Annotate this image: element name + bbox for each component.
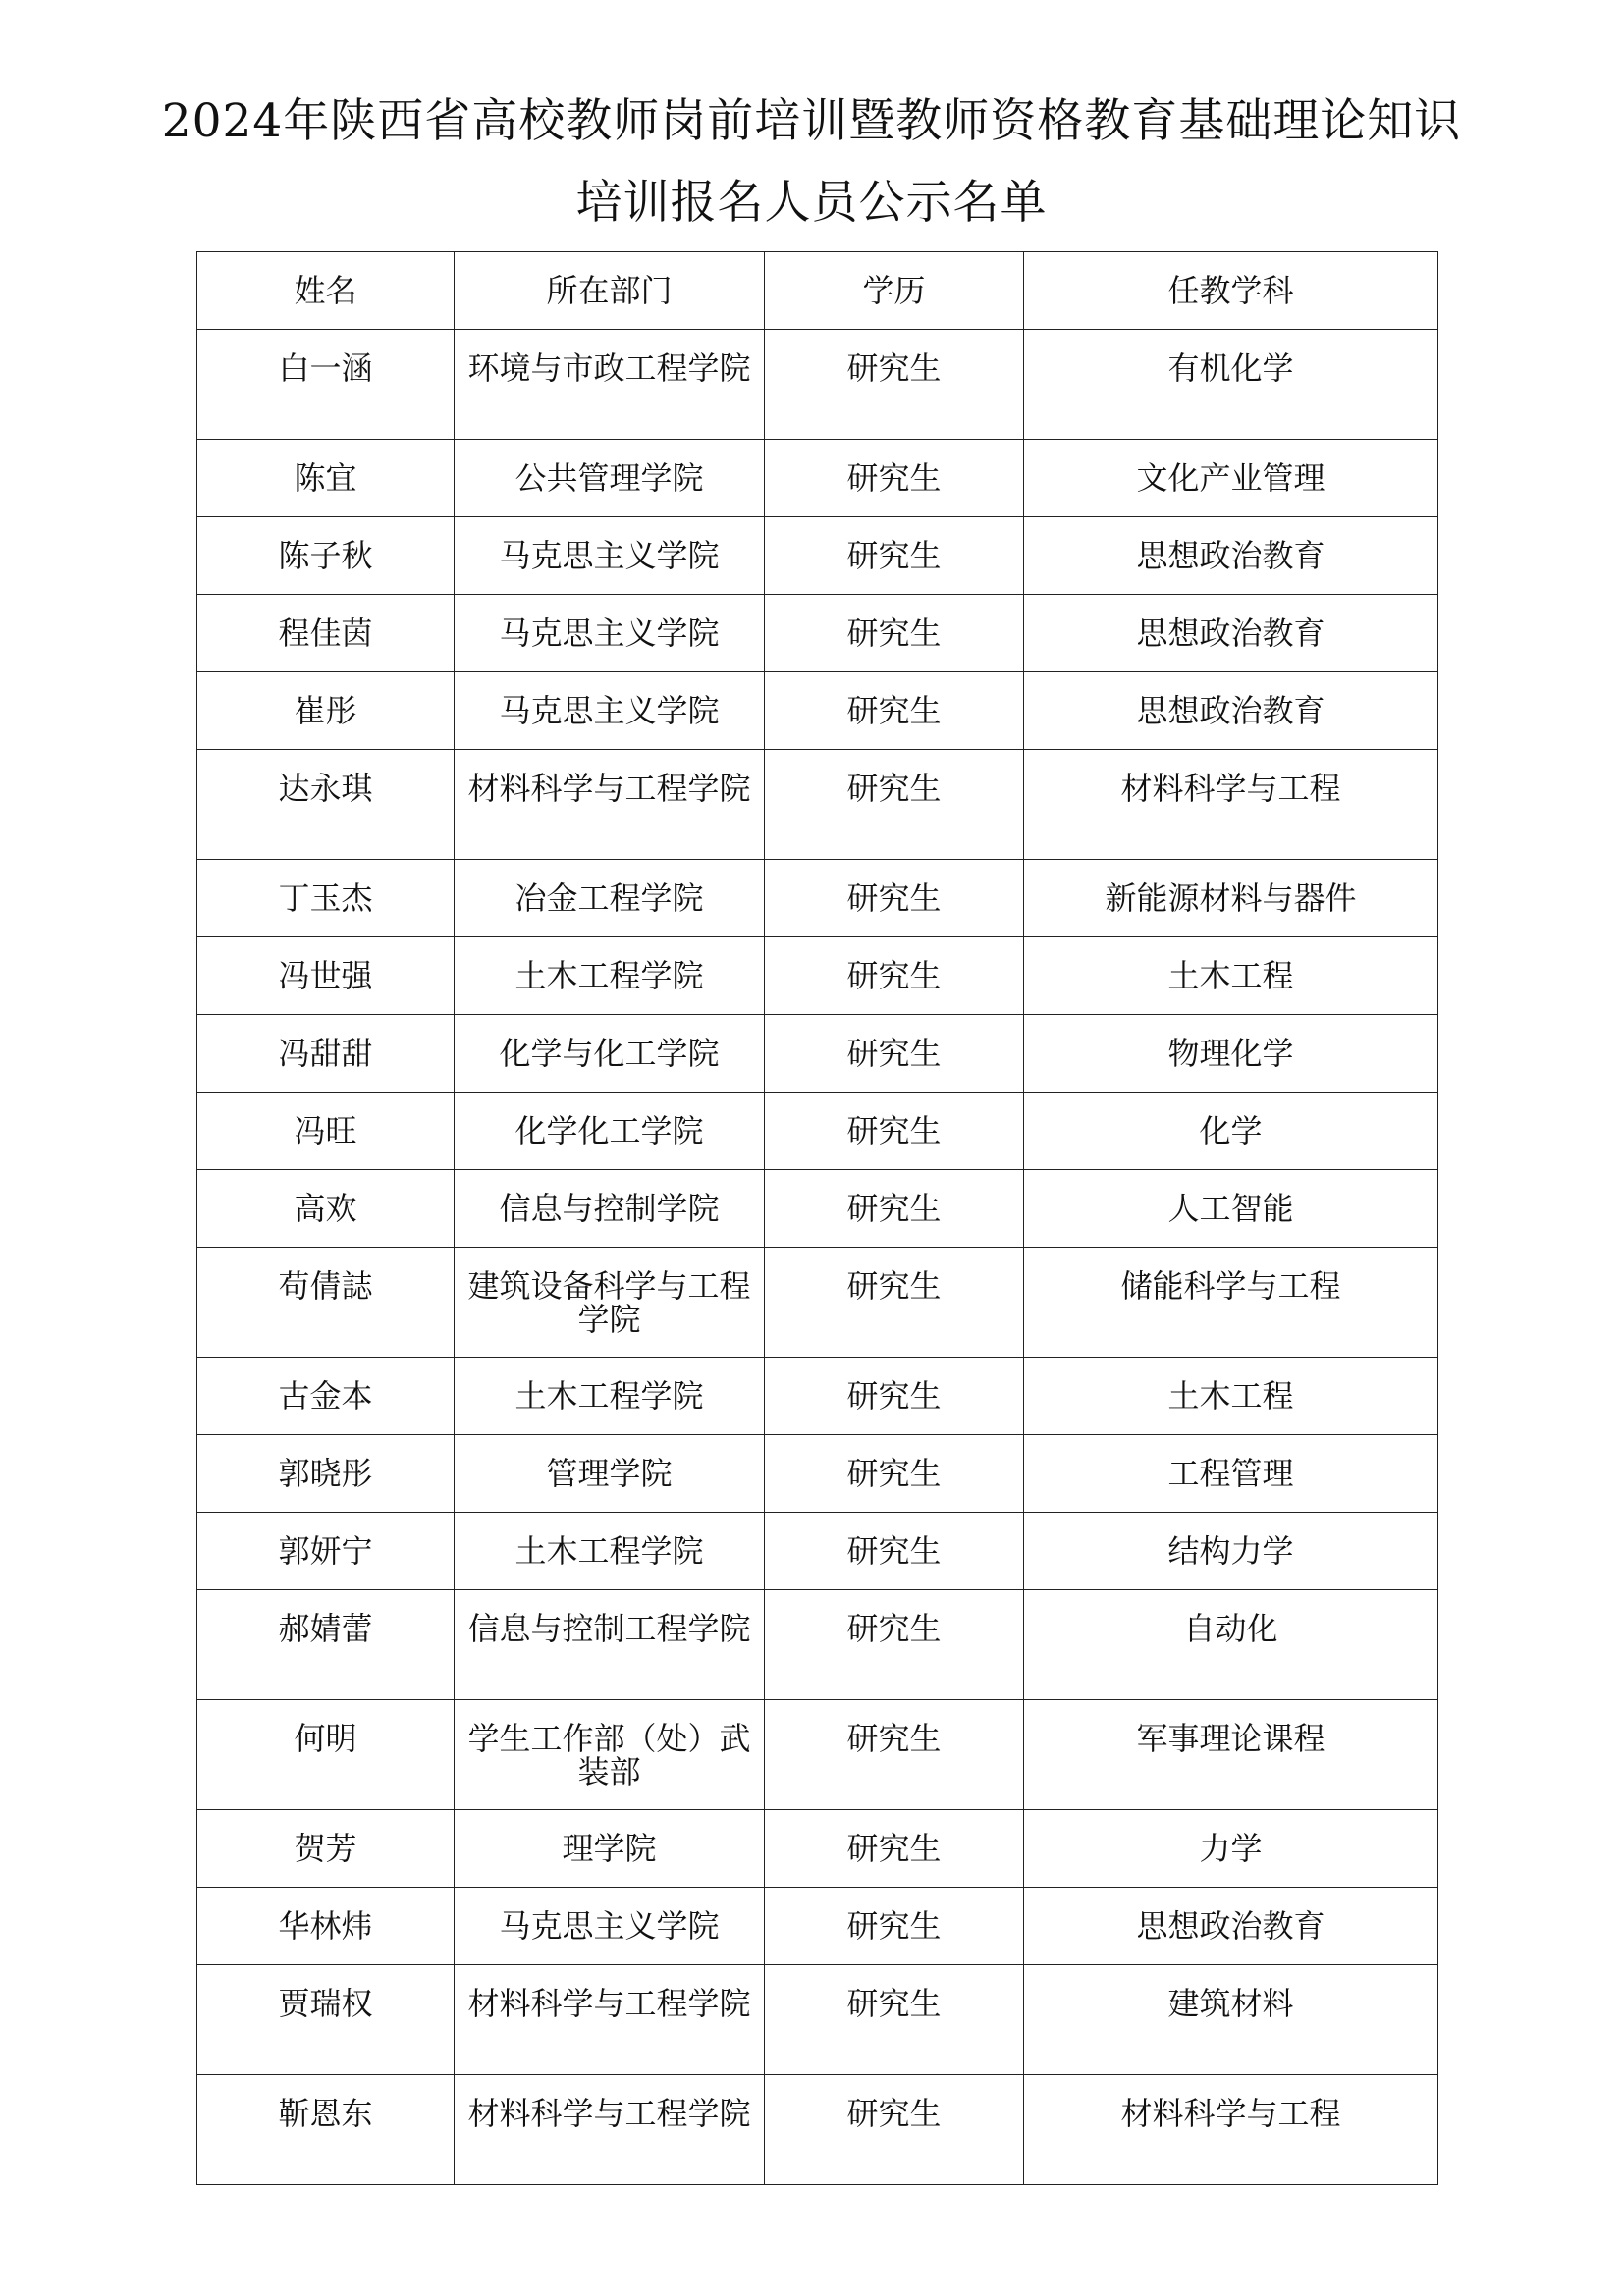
- cell-education: 研究生: [765, 860, 1024, 937]
- cell-department: 材料科学与工程学院: [455, 2075, 765, 2185]
- cell-education: 研究生: [765, 1810, 1024, 1888]
- cell-subject: 材料科学与工程: [1024, 2075, 1438, 2185]
- cell-education: 研究生: [765, 440, 1024, 517]
- cell-education: 研究生: [765, 1700, 1024, 1810]
- cell-name: 华林炜: [197, 1888, 455, 1965]
- cell-department: 马克思主义学院: [455, 1888, 765, 1965]
- cell-name: 贺芳: [197, 1810, 455, 1888]
- cell-name: 白一涵: [197, 330, 455, 440]
- cell-education: 研究生: [765, 330, 1024, 440]
- cell-education: 研究生: [765, 1435, 1024, 1513]
- table-row: [197, 517, 1438, 595]
- cell-subject: 思想政治教育: [1024, 517, 1438, 595]
- table-row: [197, 595, 1438, 672]
- cell-education: 研究生: [765, 1248, 1024, 1358]
- cell-name: 古金本: [197, 1358, 455, 1435]
- table-row: [197, 2075, 1438, 2185]
- cell-subject: 思想政治教育: [1024, 1888, 1438, 1965]
- cell-name: 冯旺: [197, 1093, 455, 1170]
- cell-education: 研究生: [765, 2075, 1024, 2185]
- cell-subject: 材料科学与工程: [1024, 750, 1438, 860]
- cell-department: 材料科学与工程学院: [455, 1965, 765, 2075]
- cell-education: 研究生: [765, 1888, 1024, 1965]
- table-row: [197, 1248, 1438, 1358]
- cell-subject: 思想政治教育: [1024, 595, 1438, 672]
- cell-department: 公共管理学院: [455, 440, 765, 517]
- cell-education: 研究生: [765, 750, 1024, 860]
- cell-name: 郝婧蕾: [197, 1590, 455, 1700]
- cell-subject: 工程管理: [1024, 1435, 1438, 1513]
- cell-subject: 人工智能: [1024, 1170, 1438, 1248]
- cell-subject: 物理化学: [1024, 1015, 1438, 1093]
- cell-education: 研究生: [765, 595, 1024, 672]
- header-name: 姓名: [197, 252, 455, 330]
- cell-department: 马克思主义学院: [455, 595, 765, 672]
- cell-subject: 自动化: [1024, 1590, 1438, 1700]
- cell-name: 苟倩誌: [197, 1248, 455, 1358]
- cell-education: 研究生: [765, 1965, 1024, 2075]
- table-row: [197, 1170, 1438, 1248]
- cell-subject: 军事理论课程: [1024, 1700, 1438, 1810]
- cell-education: 研究生: [765, 1358, 1024, 1435]
- cell-name: 陈宜: [197, 440, 455, 517]
- cell-education: 研究生: [765, 1590, 1024, 1700]
- cell-department: 信息与控制学院: [455, 1170, 765, 1248]
- table-row: [197, 1358, 1438, 1435]
- cell-name: 陈子秋: [197, 517, 455, 595]
- cell-subject: 土木工程: [1024, 937, 1438, 1015]
- cell-subject: 力学: [1024, 1810, 1438, 1888]
- cell-department: 马克思主义学院: [455, 672, 765, 750]
- cell-department: 信息与控制工程学院: [455, 1590, 765, 1700]
- cell-department: 冶金工程学院: [455, 860, 765, 937]
- cell-department: 材料科学与工程学院: [455, 750, 765, 860]
- cell-name: 崔彤: [197, 672, 455, 750]
- table-row: [197, 1435, 1438, 1513]
- table-row: [197, 672, 1438, 750]
- table-row: [197, 1888, 1438, 1965]
- cell-name: 何明: [197, 1700, 455, 1810]
- cell-subject: 新能源材料与器件: [1024, 860, 1438, 937]
- cell-name: 郭晓彤: [197, 1435, 455, 1513]
- cell-subject: 结构力学: [1024, 1513, 1438, 1590]
- cell-name: 达永琪: [197, 750, 455, 860]
- cell-department: 土木工程学院: [455, 1358, 765, 1435]
- table-row: [197, 1513, 1438, 1590]
- table-row: [197, 1590, 1438, 1700]
- cell-department: 环境与市政工程学院: [455, 330, 765, 440]
- cell-education: 研究生: [765, 937, 1024, 1015]
- cell-department: 建筑设备科学与工程学院: [455, 1248, 765, 1358]
- document-title: [0, 80, 1623, 243]
- cell-department: 管理学院: [455, 1435, 765, 1513]
- table-header-row: [197, 252, 1438, 330]
- table-row: [197, 1965, 1438, 2075]
- header-education: 学历: [765, 252, 1024, 330]
- table-row: [197, 750, 1438, 860]
- cell-subject: 文化产业管理: [1024, 440, 1438, 517]
- cell-department: 土木工程学院: [455, 1513, 765, 1590]
- cell-name: 丁玉杰: [197, 860, 455, 937]
- table-row: [197, 1093, 1438, 1170]
- cell-name: 贾瑞权: [197, 1965, 455, 2075]
- cell-subject: 土木工程: [1024, 1358, 1438, 1435]
- table-row: [197, 937, 1438, 1015]
- cell-department: 化学化工学院: [455, 1093, 765, 1170]
- cell-name: 靳恩东: [197, 2075, 455, 2185]
- table-row: [197, 330, 1438, 440]
- cell-subject: 建筑材料: [1024, 1965, 1438, 2075]
- cell-subject: 化学: [1024, 1093, 1438, 1170]
- cell-education: 研究生: [765, 517, 1024, 595]
- cell-department: 化学与化工学院: [455, 1015, 765, 1093]
- title-line-2: 培训报名人员公示名单: [575, 176, 1048, 230]
- cell-education: 研究生: [765, 1170, 1024, 1248]
- cell-education: 研究生: [765, 1093, 1024, 1170]
- table-row: [197, 1700, 1438, 1810]
- cell-name: 冯甜甜: [197, 1015, 455, 1093]
- table-row: [197, 440, 1438, 517]
- cell-name: 冯世强: [197, 937, 455, 1015]
- header-department: 所在部门: [455, 252, 765, 330]
- header-subject: 任教学科: [1024, 252, 1438, 330]
- cell-subject: 有机化学: [1024, 330, 1438, 440]
- cell-subject: 储能科学与工程: [1024, 1248, 1438, 1358]
- cell-department: 理学院: [455, 1810, 765, 1888]
- roster-table: [196, 251, 1438, 2185]
- cell-education: 研究生: [765, 1513, 1024, 1590]
- title-line-1: 2024年陕西省高校教师岗前培训暨教师资格教育基础理论知识: [161, 94, 1462, 148]
- cell-education: 研究生: [765, 672, 1024, 750]
- cell-department: 马克思主义学院: [455, 517, 765, 595]
- cell-department: 学生工作部（处）武装部: [455, 1700, 765, 1810]
- cell-name: 高欢: [197, 1170, 455, 1248]
- cell-name: 郭妍宁: [197, 1513, 455, 1590]
- cell-education: 研究生: [765, 1015, 1024, 1093]
- cell-name: 程佳茵: [197, 595, 455, 672]
- cell-subject: 思想政治教育: [1024, 672, 1438, 750]
- table-row: [197, 1015, 1438, 1093]
- cell-department: 土木工程学院: [455, 937, 765, 1015]
- table-row: [197, 860, 1438, 937]
- table-row: [197, 1810, 1438, 1888]
